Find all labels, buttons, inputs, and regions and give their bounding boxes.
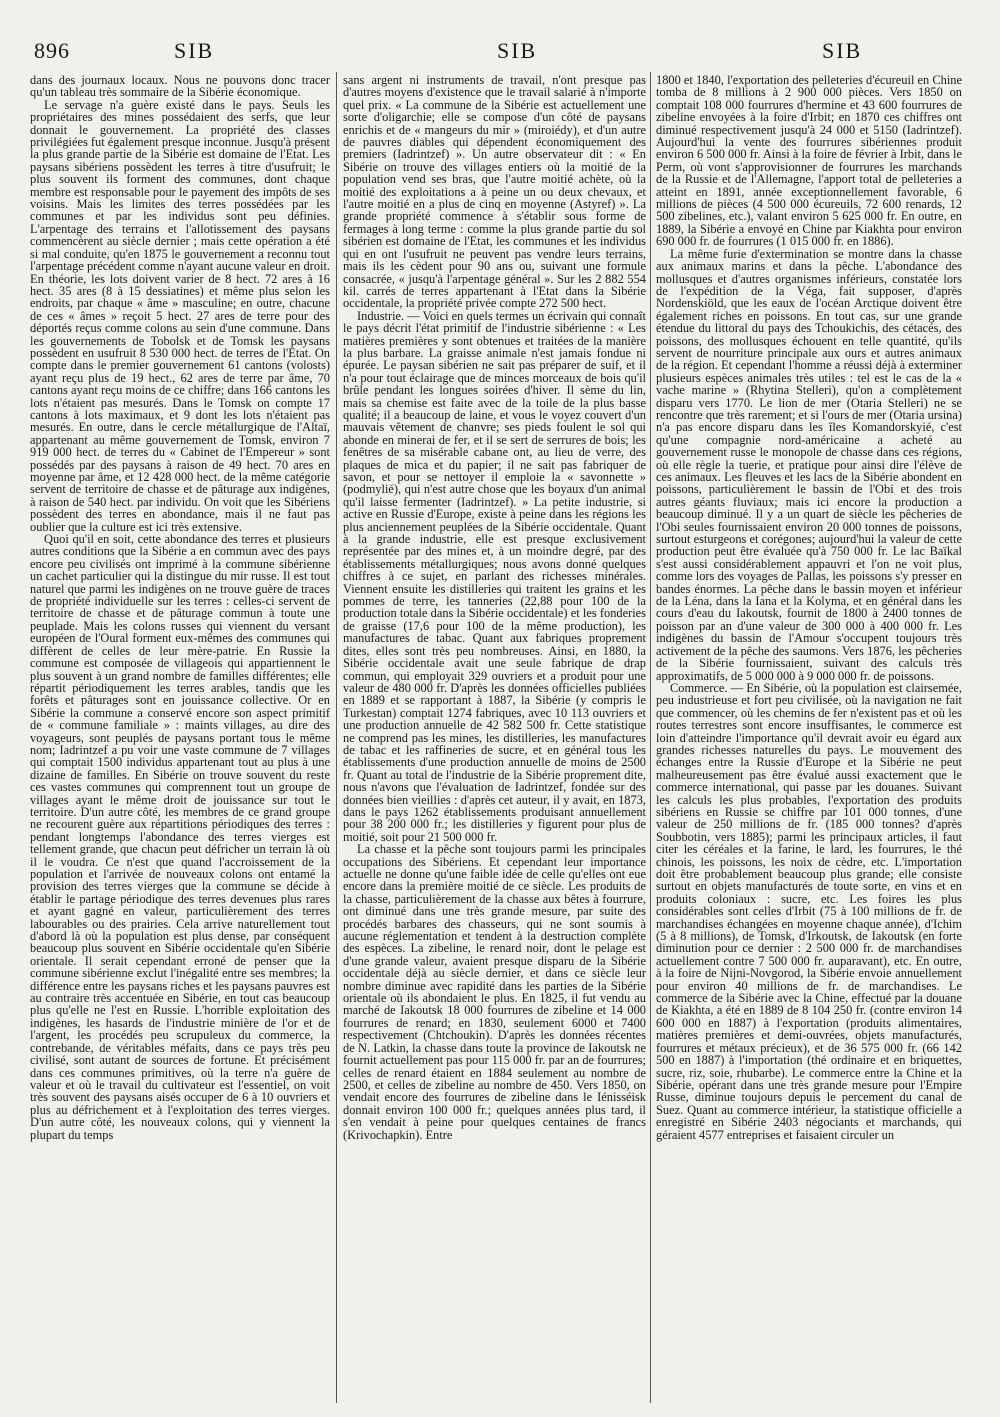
- headword-center: SIB: [497, 38, 538, 63]
- text-column-center: [343, 74, 646, 1403]
- paragraph: dans des journaux locaux. Nous ne pouvons donc tracer qu'un tableau très sommaire de la Sibérie économique.: [30, 74, 330, 100]
- paragraph-commerce: Commerce. — En Sibérie, où la population est clairsemée, peu industrieuse et fort peu civilisée, où la navigation ne fait que commencer, où les chemins de fer n'existent pas et où les routes terrestres sont encore insuffisantes, le commerce est loin d'atteindre l'importance qu'il devrait avoir eu égard aux grandes richesses naturelles du pays. Le mouvement des échanges entre la Russie d'Europe et la Sibérie ne peut malheureusement pas être évalué aussi exactement que le commerce international, qui passe par les douanes. Suivant les calculs les plus probables, l'exportation des produits sibériens en Russie se chiffre par 101 000 tonnes, d'une valeur de 250 millions de fr. (185 000 tonnes? d'après Soubbotin, vers 1885); parmi les principaux articles, il faut citer les céréales et la farine, le lard, les fourrures, le thé chinois, les poissons, les noix de cèdre, etc. L'importation doit être probablement beaucoup plus grande; elle consiste surtout en objets manufacturés de toute sorte, en vins et en produits coloniaux : sucre, etc. Les foires les plus considérables sont celles d'Irbit (75 à 100 millions de fr. de marchandises échangées en moyenne chaque année), d'Ichim (5 à 8 millions), de Tomsk, d'Irkoutsk, de Iakoutsk (en forte diminution pour ce dernier : 2 500 000 fr. de marchandises actuellement contre 7 500 000 fr. auparavant), etc. En outre, à la foire de Nijni-Novgorod, la Sibérie envoie annuellement pour environ 40 millions de fr. de marchandises. Le commerce de la Sibérie avec la Chine, effectué par la douane de Kiakhta, a été en 1889 de 8 104 250 fr. (contre environ 14 600 000 en 1887) à l'exportation (produits alimentaires, matières premières et demi-ouvrées, objets manufacturés, fourrures et métaux précieux), et de 36 575 000 fr. (66 142 500 en 1887) à l'importation (thé ordinaire et en briquettes, sucre, riz, soie, rhubarbe). Le commerce entre la Chine et la Sibérie, opérant dans une très grande mesure pour l'Empire Russe, diminue toujours depuis le percement du canal de Suez. Quant au commerce intérieur, la statistique officielle a enregistré en Sibérie 2403 négociants et marchands, qui géraient 4577 entreprises et faisaient circuler un: [656, 680, 962, 1142]
- paragraph: sans argent ni instruments de travail, n'ont presque pas d'autres moyens d'existence que le travail salarié à n'importe quel prix. « La commune de la Sibérie est actuellement une sorte d'oligarchie; elle se compose d'un côté de paysans enrichis et de « mangeurs du mir » (miroiédy), et d'un autre de pauvres diables qui dépendent économiquement des premiers (Iadrintzef) ». Un autre observateur dit : « En Sibérie on trouve des villages entiers où la moitié de la population vend ses bras, que l'autre moitié achète, où la moitié des exploitations a à peine un ou deux chevaux, et l'autre moitié en a plus de cinq en moyenne (Astyref) ». La grande propriété commence à s'établir sous forme de fermages à long terme : comme la plus grande partie du sol sibérien est domaine de l'Etat, les communes et les individus qui en ont l'usufruit ne peuvent pas vendre leurs terrains, mais ils les cèdent pour 90 ans ou, suivant une formule consacrée, « jusqu'à l'arpentage général ». Sur les 2 882 554 kil. carrés de terres appartenant à l'Etat dans la Sibérie occidentale, la propriété privée compte 272 500 hect.: [343, 74, 646, 311]
- text-column-left: [30, 74, 330, 1403]
- paragraph: La même furie d'extermination se montre dans la chasse aux animaux marins et dans la pêche. L'abondance des mollusques et d'autres organismes inférieurs, constatée lors de l'expédition de la Véga, fait supposer, d'après Nordenskiöld, que les eaux de l'océan Arctique doivent être également riches en poissons. En tout cas, sur une grande étendue du littoral du pays des Tchoukichis, des cétacés, des poissons, des mollusques échouent en telle quantité, qu'ils servent de nourriture principale aux ours et autres animaux de la région. Et cependant l'homme a réussi déjà à exterminer plusieurs espèces animales très utiles : tel est le cas de la « vache marine » (Rhytina Stelleri), qu'on a complètement disparu vers 1770. Le lion de mer (Otaria Stelleri) ne se rencontre que très rarement; et si l'ours de mer (Otaria ursina) n'a pas encore disparu dans les îles Komandorskyié, c'est qu'une compagnie nord-américaine a acheté au gouvernement russe le monopole de chasse dans ces régions, où elle règle la tuerie, et pratique pour ainsi dire l'élève de ces animaux. Les fleuves et les lacs de la Sibérie abondent en poissons, particulièrement le bassin de l'Obi et des trois autres géants fluviaux; mais ici encore la production a beaucoup diminué. Il y a un quart de siècle les pêcheries de l'Obi seules fournissaient environ 20 000 tonnes de poissons, surtout esturgeons et corégones; aujourd'hui la valeur de cette production peut être évaluée qu'à 750 000 fr. Le lac Baïkal s'est aussi considérablement appauvri et l'on ne voit plus, comme lors des voyages de Pallas, les poissons s'y presser en bandes énormes. La pêche dans le bassin moyen et inférieur de la Léna, dans la Iana et la Kolyma, et en général dans les cours d'eau du Iakoutsk, fournit de 1800 à 2400 tonnes de poisson par an d'une valeur de 300 000 à 400 000 fr. Les indigènes du bassin de l'Amour s'occupent toujours très activement de la pêche des saumons. Vers 1876, les pêcheries de la Sibérie fournissaient, suivant des calculs très approximatifs, de 5 000 000 à 9 000 000 fr. de poissons.: [656, 246, 962, 683]
- paragraph: 1800 et 1840, l'exportation des pelleteries d'écureuil en Chine tomba de 8 millions à 2 900 000 pièces. Vers 1850 on comptait 108 000 fourrures d'hermine et 43 600 fourrures de zibeline envoyées à la foire d'Irbit; en 1870 ces chiffres ont diminué respectivement jusqu'à 24 000 et 5150 (Iadrintzef). Aujourd'hui la vente des fourrures sibériennes produit environ 6 500 000 fr. Ainsi à la foire de février à Irbit, dans le Perm, où vont s'approvisionner de fourrures les marchands de la Russie et de l'Allemagne, l'apport total de pelleteries a atteint en 1891, année exceptionnellement favorable, 6 millions de pièces (4 500 000 écureuils, 72 600 renards, 12 500 zibelines, etc.), valant environ 5 625 000 fr. En outre, en 1889, la Sibérie a envoyé en Chine par Kiakhta pour environ 690 000 fr. de fourrures (1 015 000 fr. en 1886).: [656, 74, 962, 249]
- column-divider: [650, 72, 651, 1403]
- column-divider: [336, 72, 337, 1403]
- text-column-right: [656, 74, 962, 1403]
- running-header: [34, 38, 966, 70]
- headword-left: SIB: [174, 38, 215, 63]
- paragraph: Le servage n'a guère existé dans le pays. Seuls les propriétaires des mines possédaient des serfs, que leur donnait le gouvernement. La propriété des classes privilégiées fut également presque inconnue. Jusqu'à présent la plus grande partie de la Sibérie est domaine de l'Etat. Les paysans sibériens possèdent les terres à titre d'usufruit; le plus souvent ils forment des communes, dont chaque membre est responsable pour le payement des impôts de ses voisins. Mais les limites des terres possédées par les communes et par les individus sont peu définies. L'arpentage des terrains et l'allotissement des paysans commencèrent au siècle dernier ; mais cette opération a été si mal conduite, qu'en 1875 le gouvernement a reconnu tout l'arpentage précédent comme n'ayant aucune valeur en droit. En théorie, les lots doivent varier de 8 hect. 72 ares à 16 hect. 35 ares (8 à 15 dessiatines) et même plus selon les endroits, par chaque « âme » masculine; en outre, chacune de ces « âmes » reçoit 5 hect. 27 ares de terre pour des déportés reçus comme colons au sein d'une commune. Dans les gouvernements de Tobolsk et de Tomsk les paysans possèdent en usufruit 8 530 000 hect. de terres de l'Etat. On compte dans le premier gouvernement 61 cantons (volosts) ayant reçu plus de 19 hect., 62 ares de terre par âme, 70 cantons ayant reçu moins de ce chiffre; dans 166 cantons les lots n'étaient pas mesurés. Dans le Tomsk on compte 17 cantons à lots maximaux, et 9 dont les lots n'étaient pas mesurés. En outre, dans le cercle métallurgique de l'Altaï, appartenant au même gouvernement de Tomsk, environ 7 919 000 hect. de terres du « Cabinet de l'Empereur » sont possédés par des paysans à raison de 49 hect. 70 ares en moyenne par âme, et 12 428 000 hect. de la même catégorie servent de territoire de chasse et de pâturage aux indigènes, à raison de 540 hect. par individu. On voit que les Sibériens possèdent des terres en abondance, mais il ne faut pas oublier que la culture est ici très extensive.: [30, 97, 330, 534]
- headword-right: SIB: [822, 38, 863, 63]
- paragraph-industrie: Industrie. — Voici en quels termes un écrivain qui connaît le pays décrit l'état primitif de l'industrie sibérienne : « Les matières premières y sont obtenues et traitées de la manière la plus barbare. La graisse animale n'est jamais fondue ni épurée. Le paysan sibérien ne sait pas préparer de suif, et il n'a pour tout éclairage que de minces morceaux de bois qu'il brûle pendant les longues soirées d'hiver. Il sème du lin, mais sa chemise est faite avec de la toile de la plus basse qualité; il a beaucoup de laine, et vous le voyez couvert d'un mauvais vêtement de chanvre; ses pieds foulent le sol qui abonde en minerai de fer, et il se sert de serrures de bois; les fenêtres de sa misérable cabane ont, au lieu de verre, des plaques de mica et du papier; il ne sait pas fabriquer de savon, et pour se nettoyer il emploie la « savonnette » (podmylié), qui n'est autre chose que les boyaux d'un animal qu'il laisse fermenter (Iadrintzef). » La petite industrie, si active en Russie d'Europe, existe à peine dans les régions les plus anciennement peuplées de la Sibérie occidentale. Quant à la grande industrie, elle est presque exclusivement représentée par des mines et, à un moindre degré, par des établissements métallurgiques; nous avons donné quelques chiffres à ce sujet, en parlant des richesses minérales. Viennent ensuite les distilleries qui traitent les grains et les pommes de terre, les tanneries (22,88 pour 100 de la production totale dans la Sibérie occidentale) et les fonderies de graisse (17,6 pour 100 de la même production), les manufactures de tabac. Quant aux fabriques proprement dites, elles sont très peu nombreuses. Ainsi, en 1880, la Sibérie occidentale avait une seule fabrique de drap commun, qui employait 329 ouvriers et a produit pour une valeur de 480 000 fr. D'après les données officielles publiées en 1889 et se rapportant à 1887, la Sibérie (y compris le Turkestan) comptait 1274 fabriques, avec 10 113 ouvriers et une production annuelle de 42 582 500 fr. Cette statistique ne comprend pas les mines, les distilleries, les manufactures de tabac et les raffineries de sucre, et en général tous les établissements d'une production annuelle de moins de 2500 fr. Quant au total de l'industrie de la Sibérie proprement dite, nous n'avons que l'évaluation de Iadrintzef, fondée sur des données bien vieillies : d'après cet auteur, il y avait, en 1873, dans le pays 1262 établissements produisant annuellement pour 38 200 000 fr.; les distilleries y figurent pour plus de moitié, soit pour 21 500 000 fr.: [343, 308, 646, 844]
- paragraph: La chasse et la pêche sont toujours parmi les principales occupations des Sibériens. Et cependant leur importance actuelle ne donne qu'une faible idée de celle qu'elles ont eue encore dans la première moitié de ce siècle. Les produits de la chasse, particulièrement de la chasse aux bêtes à fourrure, ont diminué dans une très grande mesure, par suite des procédés barbares des chasseurs, qui ne sont soumis à aucune réglementation et tendent à la destruction complète des espèces. La zibeline, le renard noir, dont le pelage est d'une grande valeur, avaient presque disparu de la Sibérie occidentale déjà au siècle dernier, et dans ce siècle leur nombre diminue avec rapidité dans les parties de la Sibérie orientale où ils abondaient le plus. En 1825, il fut vendu au marché de Iakoutsk 18 000 fourrures de zibeline et 14 000 fourrures de renard; en 1830, seulement 6000 et 7400 respectivement (Chtchoukin). D'après les données récentes de N. Latkin, la chasse dans toute la province de Iakoutsk ne fournit actuellement pas pour 115 000 fr. par an de fourrures; celles de renard étaient en 1884 seulement au nombre de 2500, et celles de zibeline au nombre de 450. Vers 1850, on vendait encore des fourrures de zibeline dans le Iénisséisk donnait environ 100 000 fr.; quelques années plus tard, il s'en vendait à peine pour quelques centaines de francs (Krivochapkin). Entre: [343, 842, 646, 1142]
- paragraph: Quoi qu'il en soit, cette abondance des terres et plusieurs autres conditions que la Sibérie a en commun avec des pays encore peu civilisés ont imprimé à la commune sibérienne un cachet particulier qui la distingue du mir russe. Il est tout naturel que parmi les indigènes on ne trouve guère de traces de propriété individuelle sur les terres : celles-ci servent de territoire de chasse et de pâturage commun à toute une peuplade. Mais les colons russes qui viennent du versant européen de l'Oural forment eux-mêmes des communes qui diffèrent de celles de leur mère-patrie. En Russie la commune est composée de villageois qui appartiennent le plus souvent à un grand nombre de familles différentes; elle répartit périodiquement les terres arables, tandis que les forêts et pâturages sont en jouissance collective. Or en Sibérie la commune a conservé encore son aspect primitif de « commune familiale » : maints villages, au dire des voyageurs, sont peuplés de paysans portant tous le même nom; Iadrintzef a pu voir une vaste commune de 7 villages qui comptait 1500 individus appartenant tout au plus à une dizaine de familles. En Sibérie on trouve souvent du reste ces vastes communes qui comprennent tout un groupe de villages ayant le même droit de jouissance sur tout le territoire. D'un autre côté, les membres de ce grand groupe ne recourent guère aux répartitions périodiques des terres : pendant longtemps l'abondance des terres vierges est tellement grande, que chacun peut défricher un terrain là où il le voudra. Ce n'est que quand l'accroissement de la population et l'arrivée de nouveaux colons ont entamé la provision des terres vierges que la commune se décide à établir le partage périodique des terres devenues plus rares et ayant gagné en valeur, particulièrement des terres labourables ou des prairies. Cela arrive naturellement tout d'abord là où la population est plus dense, par conséquent beaucoup plus souvent en Sibérie occidentale qu'en Sibérie orientale. Il serait cependant erroné de penser que la commune sibérienne exclut l'inégalité entre ses membres; la différence entre les paysans riches et les paysans pauvres est au contraire très accentuée en Sibérie, en tout cas beaucoup plus qu'elle ne l'est en Russie. L'horrible exploitation des indigènes, les hasards de l'industrie minière de l'or et de l'argent, les procédés peu scrupuleux du commerce, la contrebande, de véritables méfaits, dans ce pays très peu civilisé, sont autant de sources de fortune. Et précisément dans ces communes primitives, où la terre n'a guère de valeur et où le travail du cultivateur est l'essentiel, on voit très souvent des paysans aisés occuper de 6 à 10 ouvriers et plus au défrichement et à l'exploitation des terres vierges. D'un autre côté, les nouveaux colons, qui y viennent la plupart du temps: [30, 532, 330, 1142]
- page-number: 896: [34, 38, 70, 63]
